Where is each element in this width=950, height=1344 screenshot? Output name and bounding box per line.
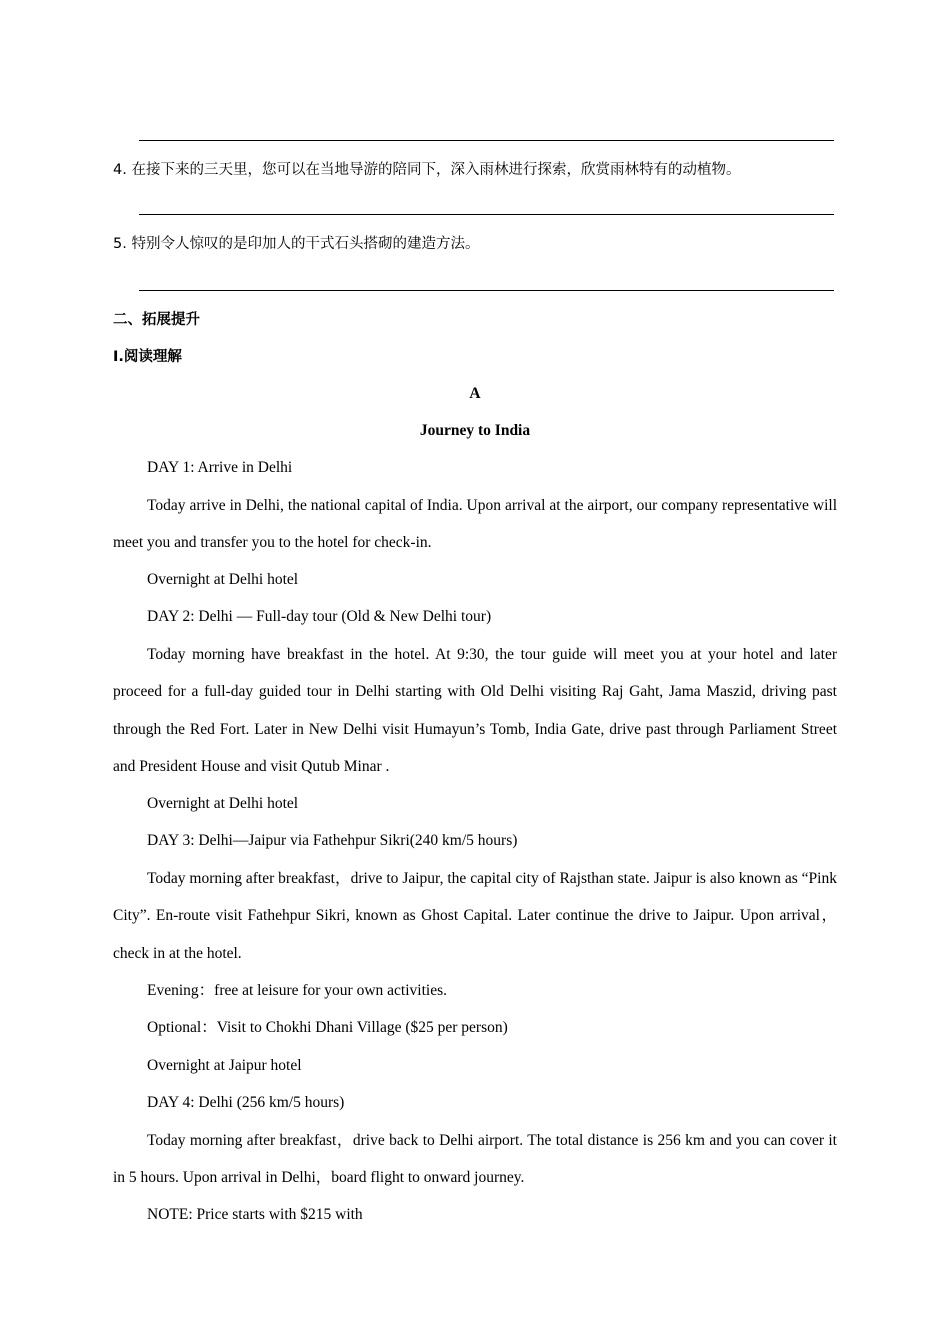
section-heading: 二、拓展提升 <box>113 312 200 328</box>
passage-title: Journey to India <box>419 422 531 439</box>
day3-heading: DAY 3: Delhi—Jaipur via Fathehpur Sikri(240 km/5 hours) <box>147 832 518 849</box>
day3-overnight: Overnight at Jaipur hotel <box>147 1057 302 1074</box>
question-4: 4. 在接下来的三天里，您可以在当地导游的陪同下，深入雨林进行探索，欣赏雨林特有的动植物。 <box>113 162 741 178</box>
day3-text: Today morning after breakfast，drive to Jaipur, the capital city of Rajsthan state. Jaipur is also known as “Pink City”. En-route visit Fathehpur Sikri, known as Ghost Capital. Later continue the drive to Jaipur. Upon arrival，check in at the hotel. <box>113 870 837 962</box>
day4-heading: DAY 4: Delhi (256 km/5 hours) <box>147 1094 345 1111</box>
day1-text: Today arrive in Delhi, the national capital of India. Upon arrival at the airport, our company representative will meet you and transfer you to the hotel for check-in. <box>113 497 837 552</box>
day2-heading: DAY 2: Delhi — Full-day tour (Old & New Delhi tour) <box>147 608 492 625</box>
answer-line-4 <box>139 214 834 215</box>
section-subheading: Ⅰ.阅读理解 <box>113 349 182 365</box>
answer-line-5 <box>139 290 834 291</box>
day4-text: Today morning after breakfast，drive back to Delhi airport. The total distance is 256 km and you can cover it in 5 hours. Upon arrival in Delhi，board flight to onward journey. <box>113 1132 837 1187</box>
day1-overnight: Overnight at Delhi hotel <box>147 571 299 588</box>
question-5: 5. 特别令人惊叹的是印加人的干式石头搭砌的建造方法。 <box>113 236 480 252</box>
day3-optional: Optional：Visit to Chokhi Dhani Village ($25 per person) <box>147 1019 508 1036</box>
day2-overnight: Overnight at Delhi hotel <box>147 795 299 812</box>
passage-label: A <box>469 385 481 402</box>
day2-text: Today morning have breakfast in the hotel. At 9:30, the tour guide will meet you at your hotel and later proceed for a full-day guided tour in Delhi starting with Old Delhi visiting Raj Gaht, Jama Maszid, driving past through the Red Fort. Later in New Delhi visit Humayun’s Tomb, India Gate, drive past through Parliament Street and President House and visit Qutub Minar . <box>113 646 837 775</box>
day3-evening: Evening：free at leisure for your own activities. <box>147 982 447 999</box>
price-note: NOTE: Price starts with $215 with <box>147 1206 363 1223</box>
day1-heading: DAY 1: Arrive in Delhi <box>147 459 293 476</box>
answer-line-3 <box>139 140 834 141</box>
